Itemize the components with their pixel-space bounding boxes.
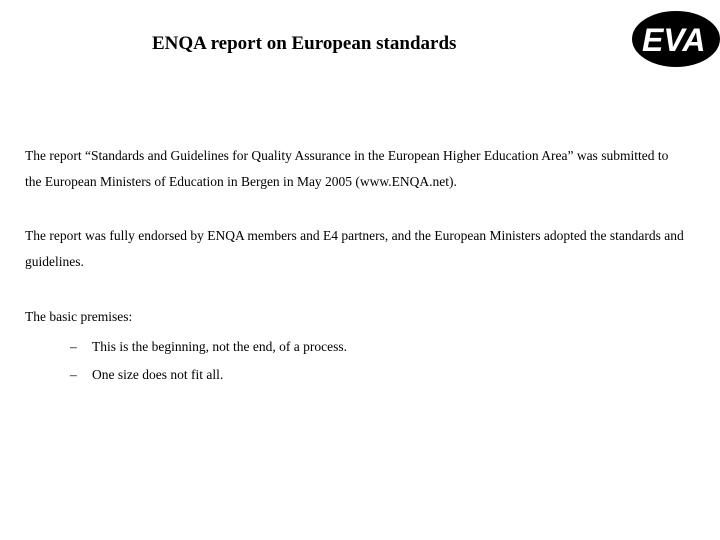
list-item-text: One size does not fit all. bbox=[92, 367, 224, 382]
dash-bullet-icon: – bbox=[70, 339, 77, 354]
slide-title: ENQA report on European standards bbox=[152, 33, 457, 54]
paragraph-report-endorsed: The report was fully endorsed by ENQA members and E4 partners, and the European Ministers adopted the standards and guidelines. bbox=[25, 228, 684, 269]
paragraph-basic-premises: The basic premises: bbox=[25, 309, 133, 324]
svg-text:EVA: EVA bbox=[642, 22, 706, 58]
paragraph-report-submitted: The report “Standards and Guidelines for Quality Assurance in the European Higher Education Area” was submitted to the European Ministers of Education in Bergen in May 2005 (www.ENQA.net). bbox=[25, 148, 669, 189]
list-item bbox=[70, 333, 347, 361]
list-item bbox=[70, 361, 347, 389]
eva-logo-icon bbox=[632, 10, 720, 68]
eva-logo bbox=[632, 10, 720, 68]
premises-list bbox=[70, 333, 347, 389]
list-item-text: This is the beginning, not the end, of a process. bbox=[92, 339, 347, 354]
dash-bullet-icon: – bbox=[70, 367, 77, 382]
